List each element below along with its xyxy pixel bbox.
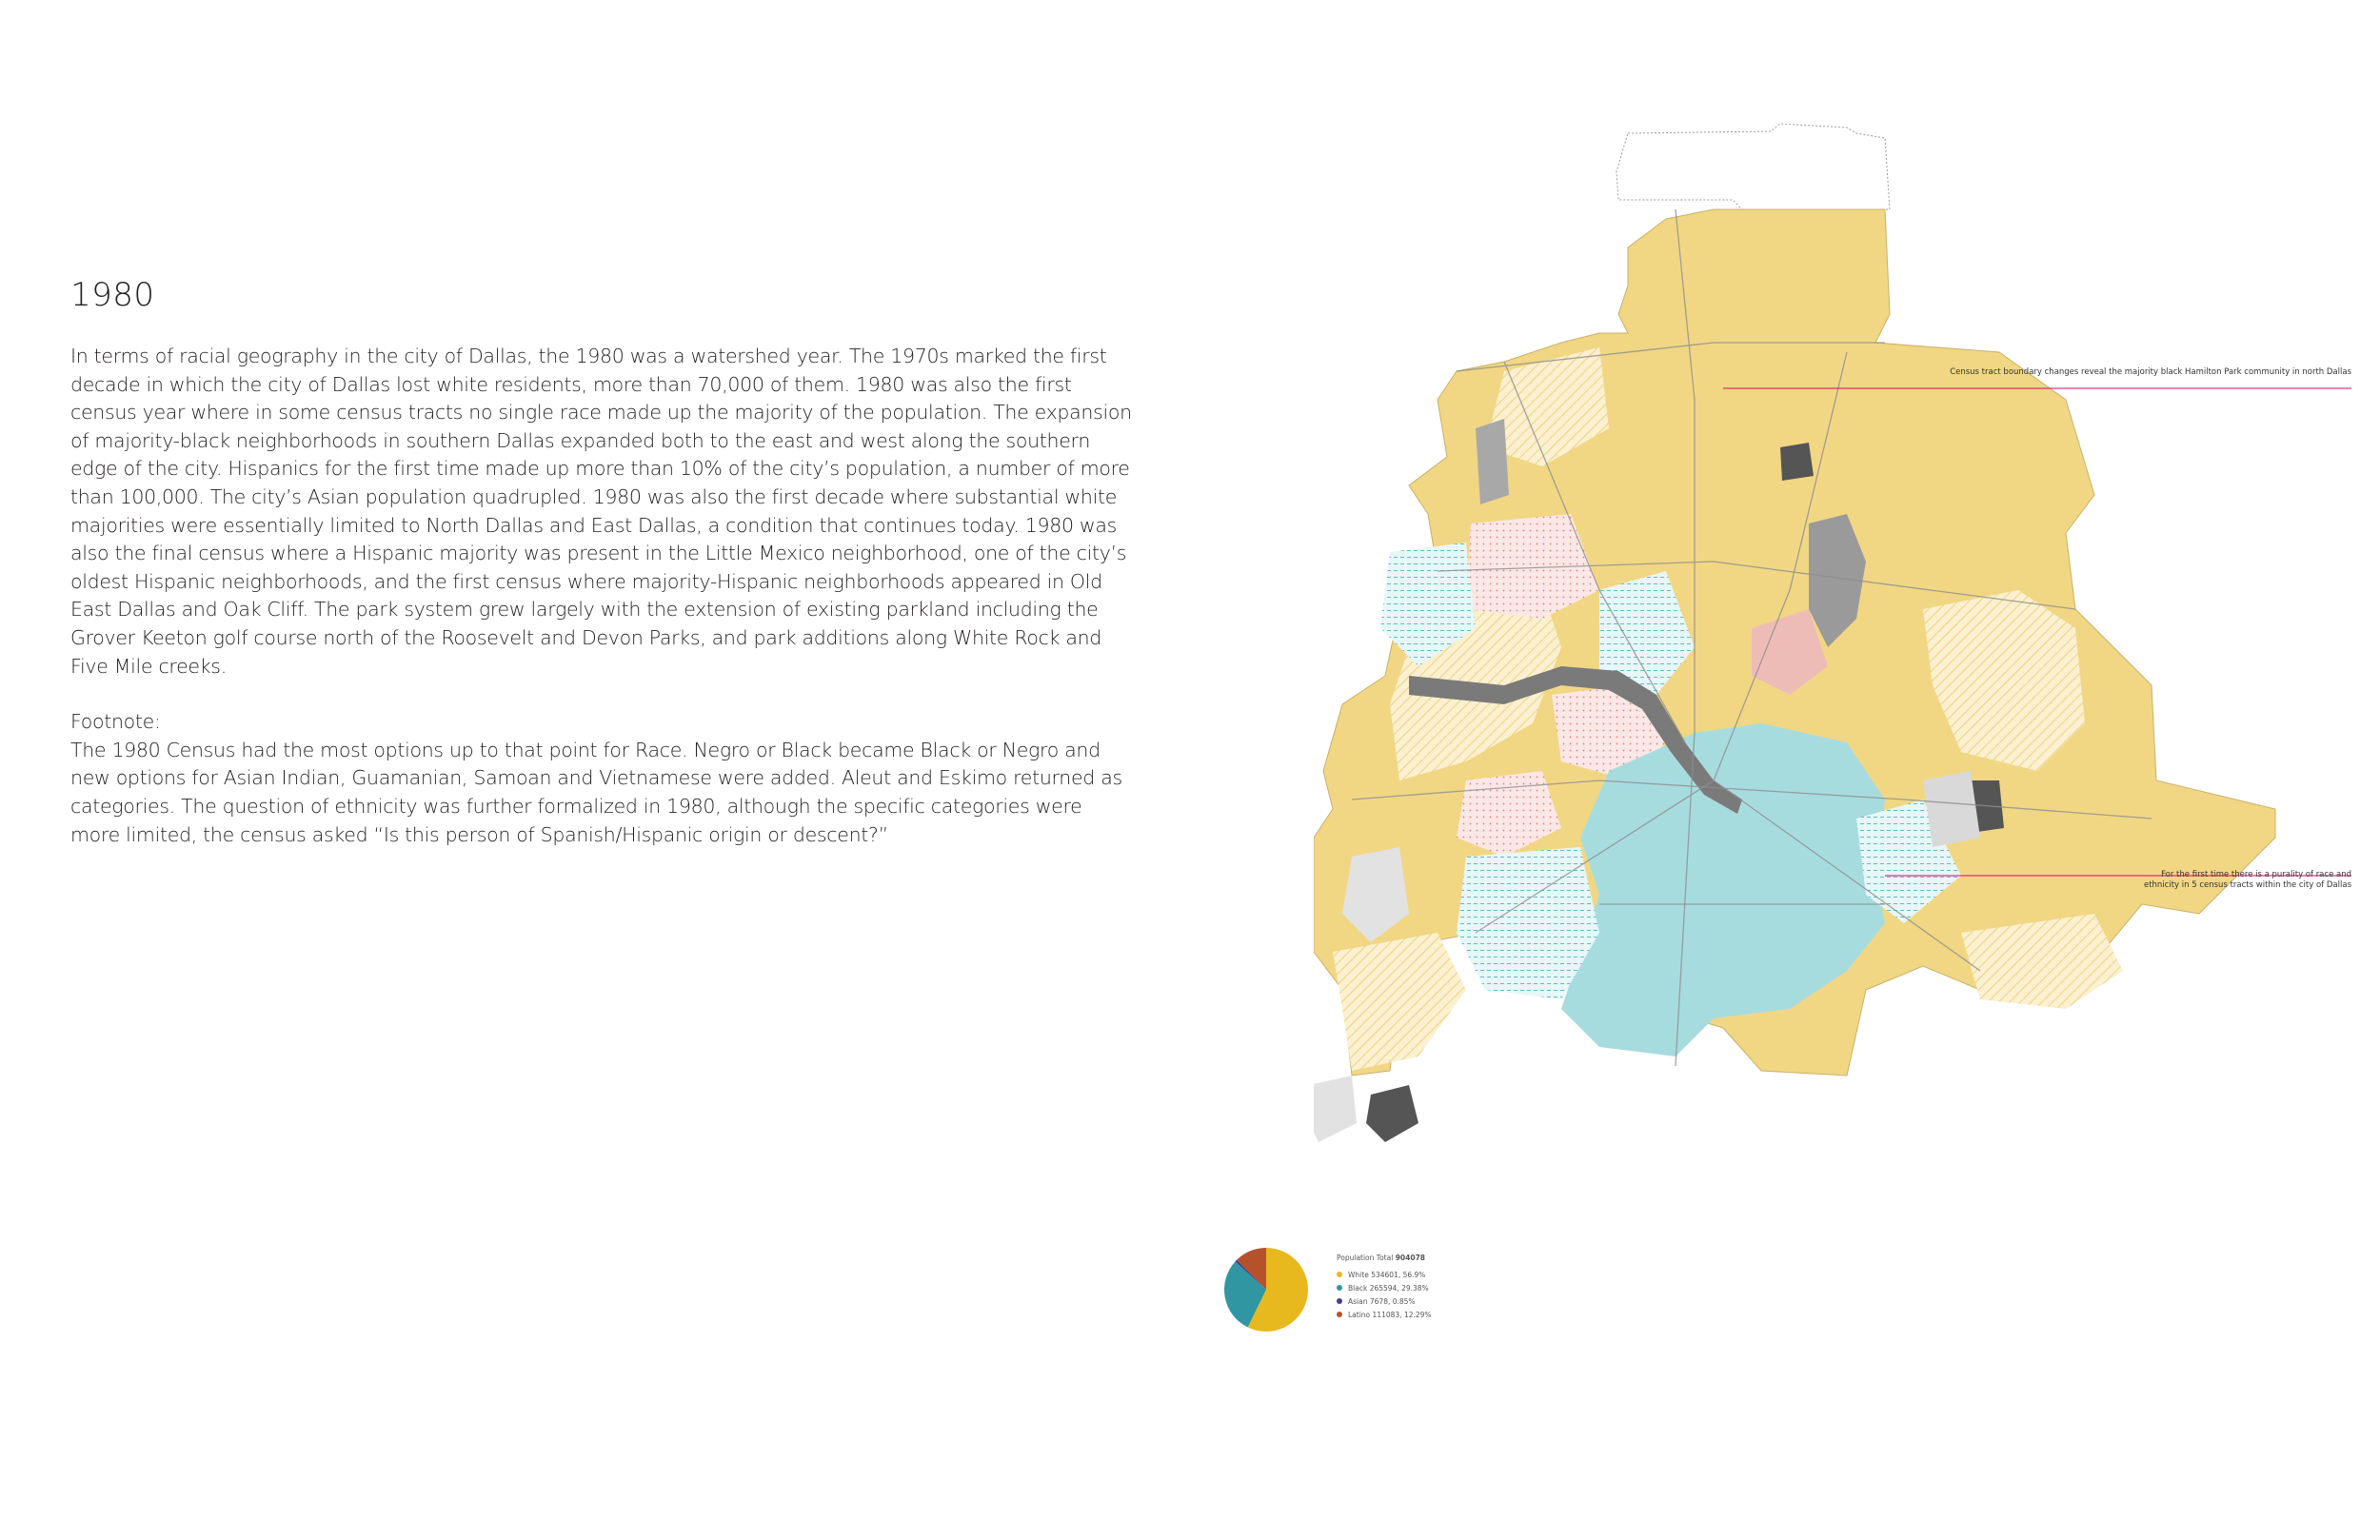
pie-legend (1337, 1254, 1432, 1321)
legend-value-asian: 7678, 0.85% (1369, 1296, 1416, 1306)
legend-item-white (1337, 1268, 1432, 1281)
legend-total-label: Population Total (1337, 1254, 1394, 1262)
dallas-census-map (1314, 114, 2351, 1171)
legend-label-latino: Latino (1348, 1310, 1371, 1319)
legend-label-black: Black (1348, 1283, 1368, 1293)
park-north (1780, 443, 1814, 481)
legend-value-white: 534601, 56.9% (1371, 1270, 1426, 1279)
population-pie-chart (1219, 1242, 1314, 1337)
lake-far-southwest (1314, 1076, 1357, 1142)
legend-value-black: 265594, 29.38% (1369, 1283, 1429, 1293)
legend-item-latino (1337, 1308, 1432, 1321)
north-boundary-area (1616, 124, 1890, 209)
legend-label-asian: Asian (1348, 1296, 1368, 1306)
annotation-east (1999, 870, 2351, 891)
legend-swatch-latino (1337, 1312, 1342, 1317)
description (70, 343, 1137, 849)
park-southwest (1366, 1085, 1418, 1142)
annotation-east-line1: For the first time there is a purality of race and (2161, 870, 2351, 879)
footnote-heading: Footnote: (70, 710, 161, 734)
legend-total-value: 904078 (1395, 1254, 1426, 1262)
page-title: 1980 (70, 276, 155, 314)
annotation-north: Census tract boundary changes reveal the majority black Hamilton Park community in north Dallas (1950, 367, 2351, 377)
legend-item-black (1337, 1281, 1432, 1294)
legend-label-white: White (1348, 1270, 1369, 1279)
legend-swatch-asian (1337, 1298, 1342, 1304)
description-paragraph: In terms of racial geography in the city of Dallas, the 1980 was a watershed year. The 1970s marked the first decade in which the city of Dallas lost white residents, more than 70,000 of them. 1980 was also the first census year where in some census tracts no single race made up the majority of the population. The expansion of majority-black neighborhoods in southern Dallas expanded both to the east and west along the southern edge of the city. Hispanics for the first time made up more than 10% of the city’s population, a number of more than 100,000. The city’s Asian population quadrupled. 1980 was also the first decade where substantial white majorities were essentially limited to North Dallas and East Dallas, a condition that continues today. 1980 was also the final census where a Hispanic majority was present in the Little Mexico neighborhood, one of the city’s oldest Hispanic neighborhoods, and the first census where majority-Hispanic neighborhoods appeared in Old East Dallas and Oak Cliff. The park system grew largely with the extension of existing parkland including the Grover Keeton golf course north of the Roosevelt and Devon Parks, and park additions along White Rock and Five Mile creeks. (70, 345, 1132, 678)
annotation-east-line2: ethnicity in 5 census tracts within the city of Dallas (2143, 880, 2351, 890)
park-west-edge (1476, 419, 1509, 504)
lake-east (1923, 771, 1980, 847)
tract-white-mixed-southwest (1333, 933, 1466, 1071)
legend-swatch-white (1337, 1272, 1342, 1277)
legend-swatch-black (1337, 1285, 1342, 1291)
legend-total (1337, 1254, 1432, 1262)
footnote-text: The 1980 Census had the most options up to that point for Race. Negro or Black became Black or Negro and new options for Asian Indian, Guamanian, Samoan and Vietnamese were added. Aleut and Eskimo returned as categories. The question of ethnicity was further formalized in 1980, although the specific categories were more limited, the census asked “Is this person of Spanish/Hispanic origin or descent?” (70, 738, 1122, 846)
legend-value-latino: 111083, 12.29% (1372, 1310, 1432, 1319)
legend-item-asian (1337, 1294, 1432, 1308)
